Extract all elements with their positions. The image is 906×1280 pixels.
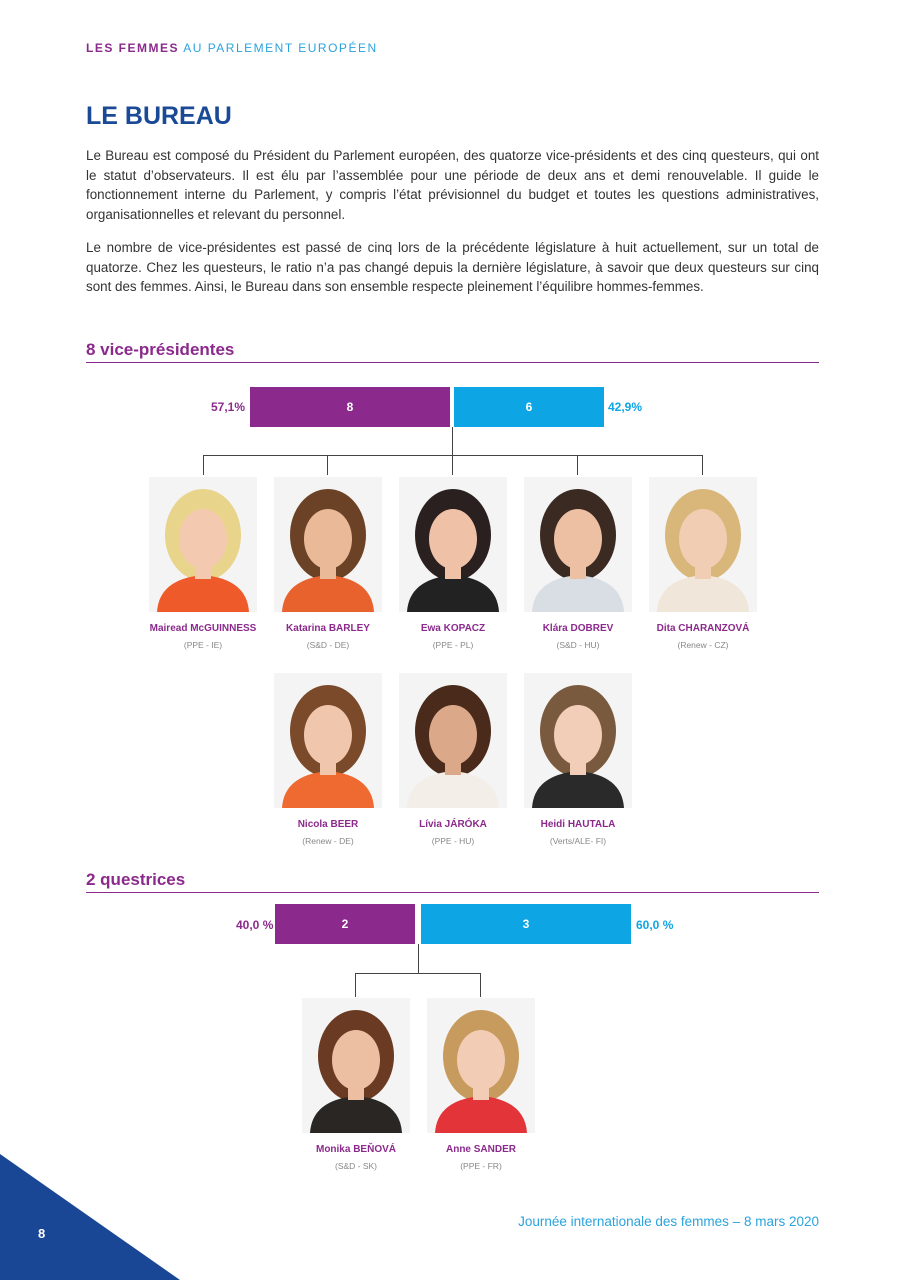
header-bold: LES FEMMES xyxy=(86,41,180,55)
person-party: (S&D - SK) xyxy=(334,1161,378,1171)
footer-text: Journée internationale des femmes – 8 mars 2020 xyxy=(518,1214,819,1229)
person-party: (PPE - HU) xyxy=(431,836,475,846)
vp-men-bar: 6 xyxy=(454,387,604,427)
quaestors-heading: 2 questrices xyxy=(86,870,819,893)
person-party: (Verts/ALE- FI) xyxy=(549,836,607,846)
person-name: Heidi HAUTALA xyxy=(540,819,616,830)
person-name: Ewa KOPACZ xyxy=(420,623,486,634)
person-name: Nicola BEER xyxy=(297,819,359,830)
portrait-photo xyxy=(399,673,507,808)
person-name: Katarina BARLEY xyxy=(286,623,370,634)
tree-connector xyxy=(452,427,453,455)
person-party: (PPE - PL) xyxy=(432,640,474,650)
person-party: (S&D - DE) xyxy=(306,640,350,650)
portrait-photo xyxy=(427,998,535,1133)
tree-connector xyxy=(577,455,578,475)
tree-connector xyxy=(702,455,703,475)
q-women-share: 40,0 % xyxy=(236,918,274,932)
portrait-photo xyxy=(399,477,507,612)
portrait-photo xyxy=(274,673,382,808)
person-name: Mairead McGUINNESS xyxy=(149,623,257,634)
vp-women-bar: 8 xyxy=(250,387,450,427)
page-number: 8 xyxy=(38,1226,46,1241)
tree-connector xyxy=(203,455,703,456)
q-men-share: 60,0 % xyxy=(636,918,674,932)
person-party: (Renew - CZ) xyxy=(677,640,729,650)
page-title: LE BUREAU xyxy=(86,102,232,130)
portrait-photo xyxy=(524,477,632,612)
header-rest: AU PARLEMENT EUROPÉEN xyxy=(179,41,378,55)
person-party: (PPE - IE) xyxy=(183,640,223,650)
portrait-photo xyxy=(524,673,632,808)
tree-connector xyxy=(327,455,328,475)
person-name: Dita CHARANZOVÁ xyxy=(656,623,750,634)
tree-connector xyxy=(418,944,419,973)
portrait-photo xyxy=(649,477,757,612)
tree-connector xyxy=(203,455,204,475)
tree-connector xyxy=(480,973,481,997)
portrait-photo xyxy=(149,477,257,612)
tree-connector xyxy=(355,973,356,997)
tree-connector xyxy=(355,973,481,974)
person-name: Lívia JÁRÓKA xyxy=(419,819,487,830)
intro-paragraph-2: Le nombre de vice-présidentes est passé de cinq lors de la précédente législature à huit actuellement, sur un total de quatorze. Chez les questeurs, le ratio n’a pas changé depuis la dernière législature, à savoir que deux questeurs sur cinq sont des femmes. Ainsi, le Bureau dans son ensemble respecte pleinement l’équilibre hommes-femmes. xyxy=(86,240,819,294)
vice-presidents-heading: 8 vice-présidentes xyxy=(86,340,819,363)
person-name: Monika BEŇOVÁ xyxy=(315,1144,396,1155)
person-party: (Renew - DE) xyxy=(302,836,354,846)
corner-decoration xyxy=(0,1154,180,1280)
person-party: (PPE - FR) xyxy=(460,1161,502,1171)
person-name: Klára DOBREV xyxy=(542,623,614,634)
vp-women-share: 57,1% xyxy=(211,400,246,414)
person-name: Anne SANDER xyxy=(445,1144,516,1155)
q-women-bar: 2 xyxy=(275,904,415,944)
portrait-photo xyxy=(274,477,382,612)
vp-men-share: 42,9% xyxy=(608,400,643,414)
intro-paragraph-1: Le Bureau est composé du Président du Parlement européen, des quatorze vice-présidents et des cinq questeurs, qui ont le statut d’observateurs. Il est élu par l’assemblée pour une période de deux ans et demi renouvelable. Il guide le fonctionnement interne du Parlement, y compris l’état prévisionnel du budget et toutes les questions administratives, organisationnelles et relevant du personnel. xyxy=(86,148,819,222)
running-header xyxy=(86,41,378,55)
portrait-photo xyxy=(302,998,410,1133)
person-party: (S&D - HU) xyxy=(556,640,600,650)
tree-connector xyxy=(452,455,453,475)
q-men-bar: 3 xyxy=(421,904,631,944)
